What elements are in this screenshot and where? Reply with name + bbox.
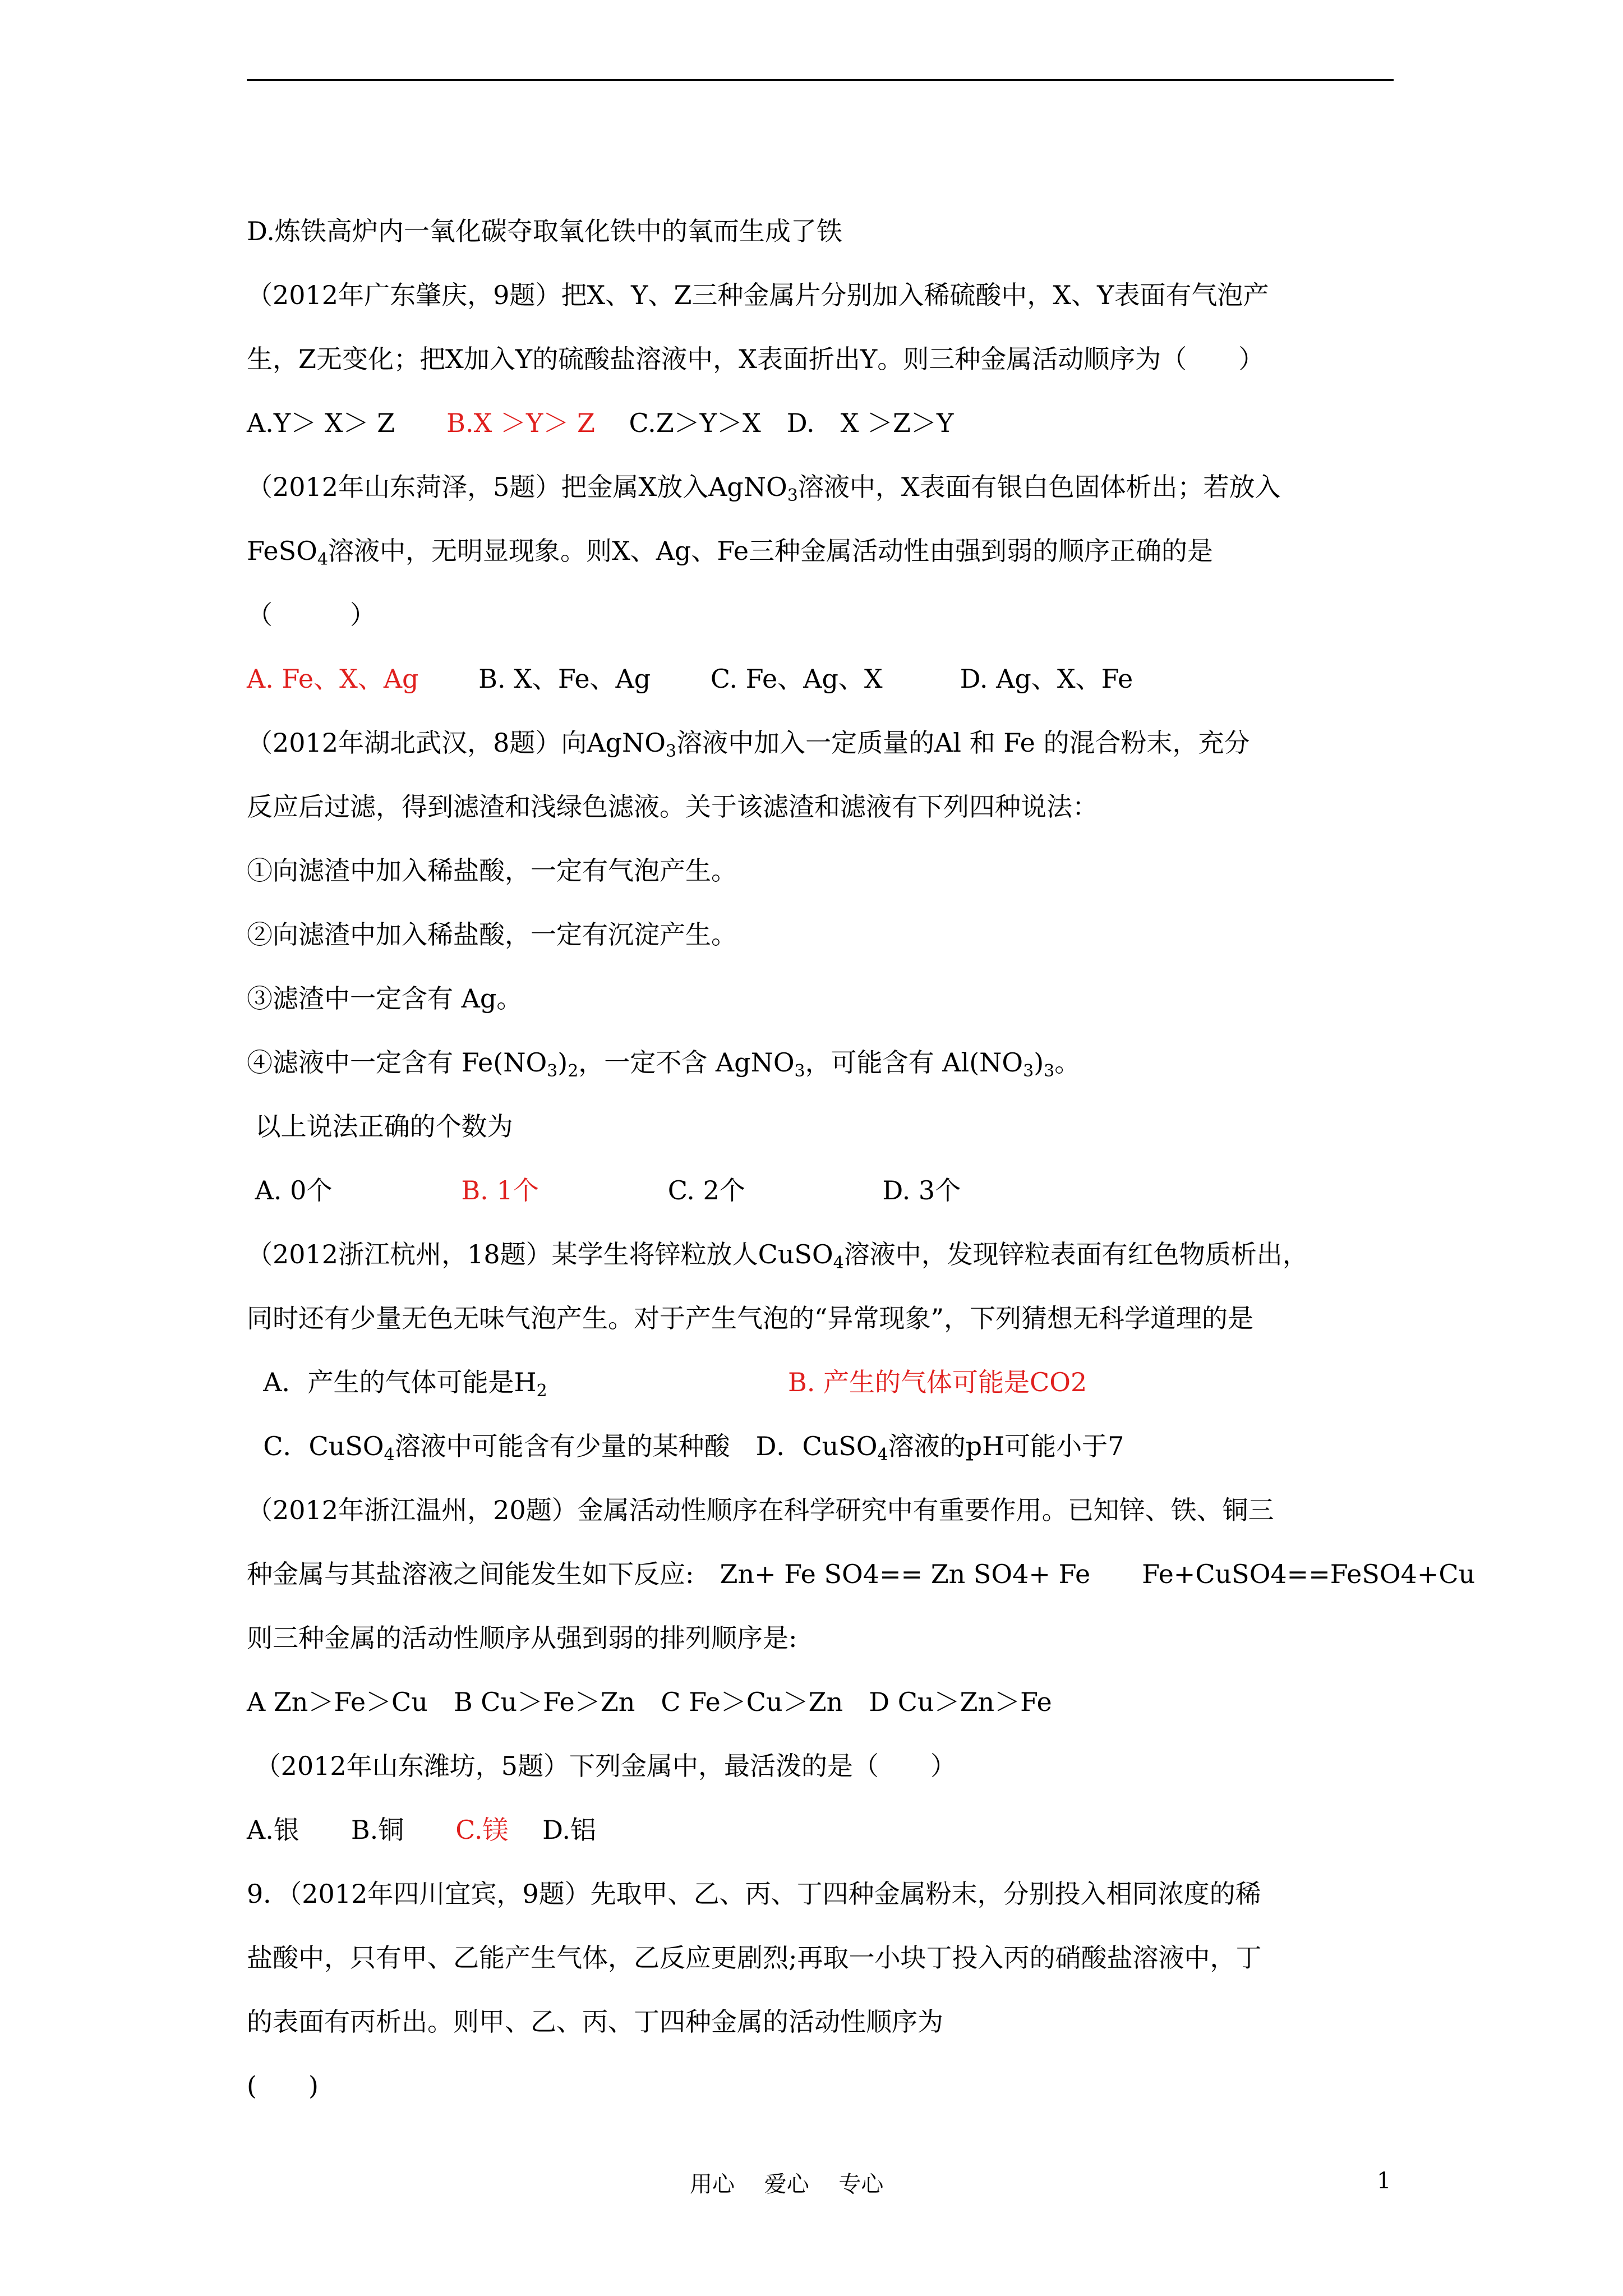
statement: ①向滤渣中加入稀盐酸，一定有气泡产生。 (247, 855, 737, 886)
answer-options: A Zn＞Fe＞Cu B Cu＞Fe＞Zn C Fe＞Cu＞Zn D Cu＞Zn＞Fe (247, 1687, 1052, 1717)
correct-answer: C.镁 (455, 1815, 509, 1845)
question-text: （2012年山东菏泽，5题）把金属X放入AgNO$_3$溶液中，X表面有银白色固体析出；若放入 (247, 472, 1281, 505)
page-number: 1 (1377, 2168, 1391, 2194)
question-text: 种金属与其盐溶液之间能发生如下反应: Zn+ Fe SO4== Zn SO4+ Fe Fe+CuSO4==FeSO4+Cu (247, 1559, 1476, 1589)
correct-answer: B.X ＞Y＞ Z (446, 408, 595, 438)
question-text: 则三种金属的活动性顺序从强到弱的排列顺序是: (247, 1623, 797, 1653)
answer-options: A.银 B.铜 C.镁 D.铝 (247, 1815, 596, 1845)
question-text: （2012年广东肇庆，9题）把X、Y、Z三种金属片分别加入稀硫酸中，X、Y表面有气泡产 (247, 280, 1269, 310)
question-text: 同时还有少量无色无味气泡产生。对于产生气泡的“异常现象”，下列猜想无科学道理的是 (247, 1303, 1254, 1333)
correct-answer: B. 1个 (461, 1175, 539, 1205)
correct-answer: B. 产生的气体可能是CO2 (788, 1367, 1087, 1397)
question-text: 9．（2012年四川宜宾，9题）先取甲、乙、丙、丁四种金属粉末，分别投入相同浓度的稀 (247, 1879, 1261, 1909)
question-text: （2012年山东潍坊，5题）下列金属中，最活泼的是（ ） (247, 1751, 956, 1781)
question-text: 以上说法正确的个数为 (247, 1111, 513, 1142)
answer-blank: （ ） (247, 600, 376, 630)
answer-options: C．CuSO$_4$溶液中可能含有少量的某种酸 D．CuSO$_4$溶液的pH可能小于7 (247, 1431, 1124, 1465)
question-text: 生，Z无变化；把X加入Y的硫酸盐溶液中，X表面折出Y。则三种金属活动顺序为（ ） (247, 344, 1265, 374)
statement: ②向滤渣中加入稀盐酸，一定有沉淀产生。 (247, 919, 737, 950)
answer-options: A. 0个 B. 1个 C. 2个 D. 3个 (247, 1175, 961, 1205)
header-rule (247, 79, 1394, 81)
question-text: （2012年湖北武汉，8题）向AgNO$_3$溶液中加入一定质量的Al 和 Fe 的混合粉末，充分 (247, 728, 1250, 761)
page-footer: 用心 爱心 专心 (690, 2171, 884, 2197)
answer-options: A.Y＞ X＞ Z B.X ＞Y＞ Z C.Z＞Y＞X D. X ＞Z＞Y (247, 408, 954, 438)
statement: ③滤渣中一定含有 Ag。 (247, 983, 523, 1014)
text-line: D.炼铁高炉内一氧化碳夺取氧化铁中的氧而生成了铁 (247, 216, 842, 246)
answer-options: A．产生的气体可能是$H_2$ B. 产生的气体可能是CO2 (247, 1365, 547, 1399)
question-text: 反应后过滤，得到滤渣和浅绿色滤液。关于该滤渣和滤液有下列四种说法： (247, 792, 1098, 822)
correct-answer: A. Fe、X、Ag (247, 664, 419, 694)
question-text: （2012浙江杭州，18题）某学生将锌粒放人CuSO$_4$溶液中，发现锌粒表面有红色物质析出， (247, 1239, 1308, 1273)
question-text: FeSO$_4$溶液中，无明显现象。则X、Ag、Fe三种金属活动性由强到弱的顺序正确的是 (247, 536, 1213, 569)
statement: ④滤液中一定含有 $Fe(NO_3)_2$，一定不含 AgNO$_3$，可能含有 $Al(NO_3)_3$。 (247, 1047, 1081, 1081)
question-text: 盐酸中，只有甲、乙能产生气体，乙反应更剧烈;再取一小块丁投入丙的硝酸盐溶液中，丁 (247, 1943, 1262, 1973)
question-text: 的表面有丙析出。则甲、乙、丙、丁四种金属的活动性顺序为 (247, 2007, 943, 2037)
answer-options: A. Fe、X、Ag B. X、Fe、Ag C. Fe、Ag、X D. Ag、X、Fe (247, 664, 1133, 694)
answer-blank: ( ) (247, 2070, 319, 2101)
question-text: （2012年浙江温州，20题）金属活动性顺序在科学研究中有重要作用。已知锌、铁、铜三 (247, 1495, 1274, 1525)
